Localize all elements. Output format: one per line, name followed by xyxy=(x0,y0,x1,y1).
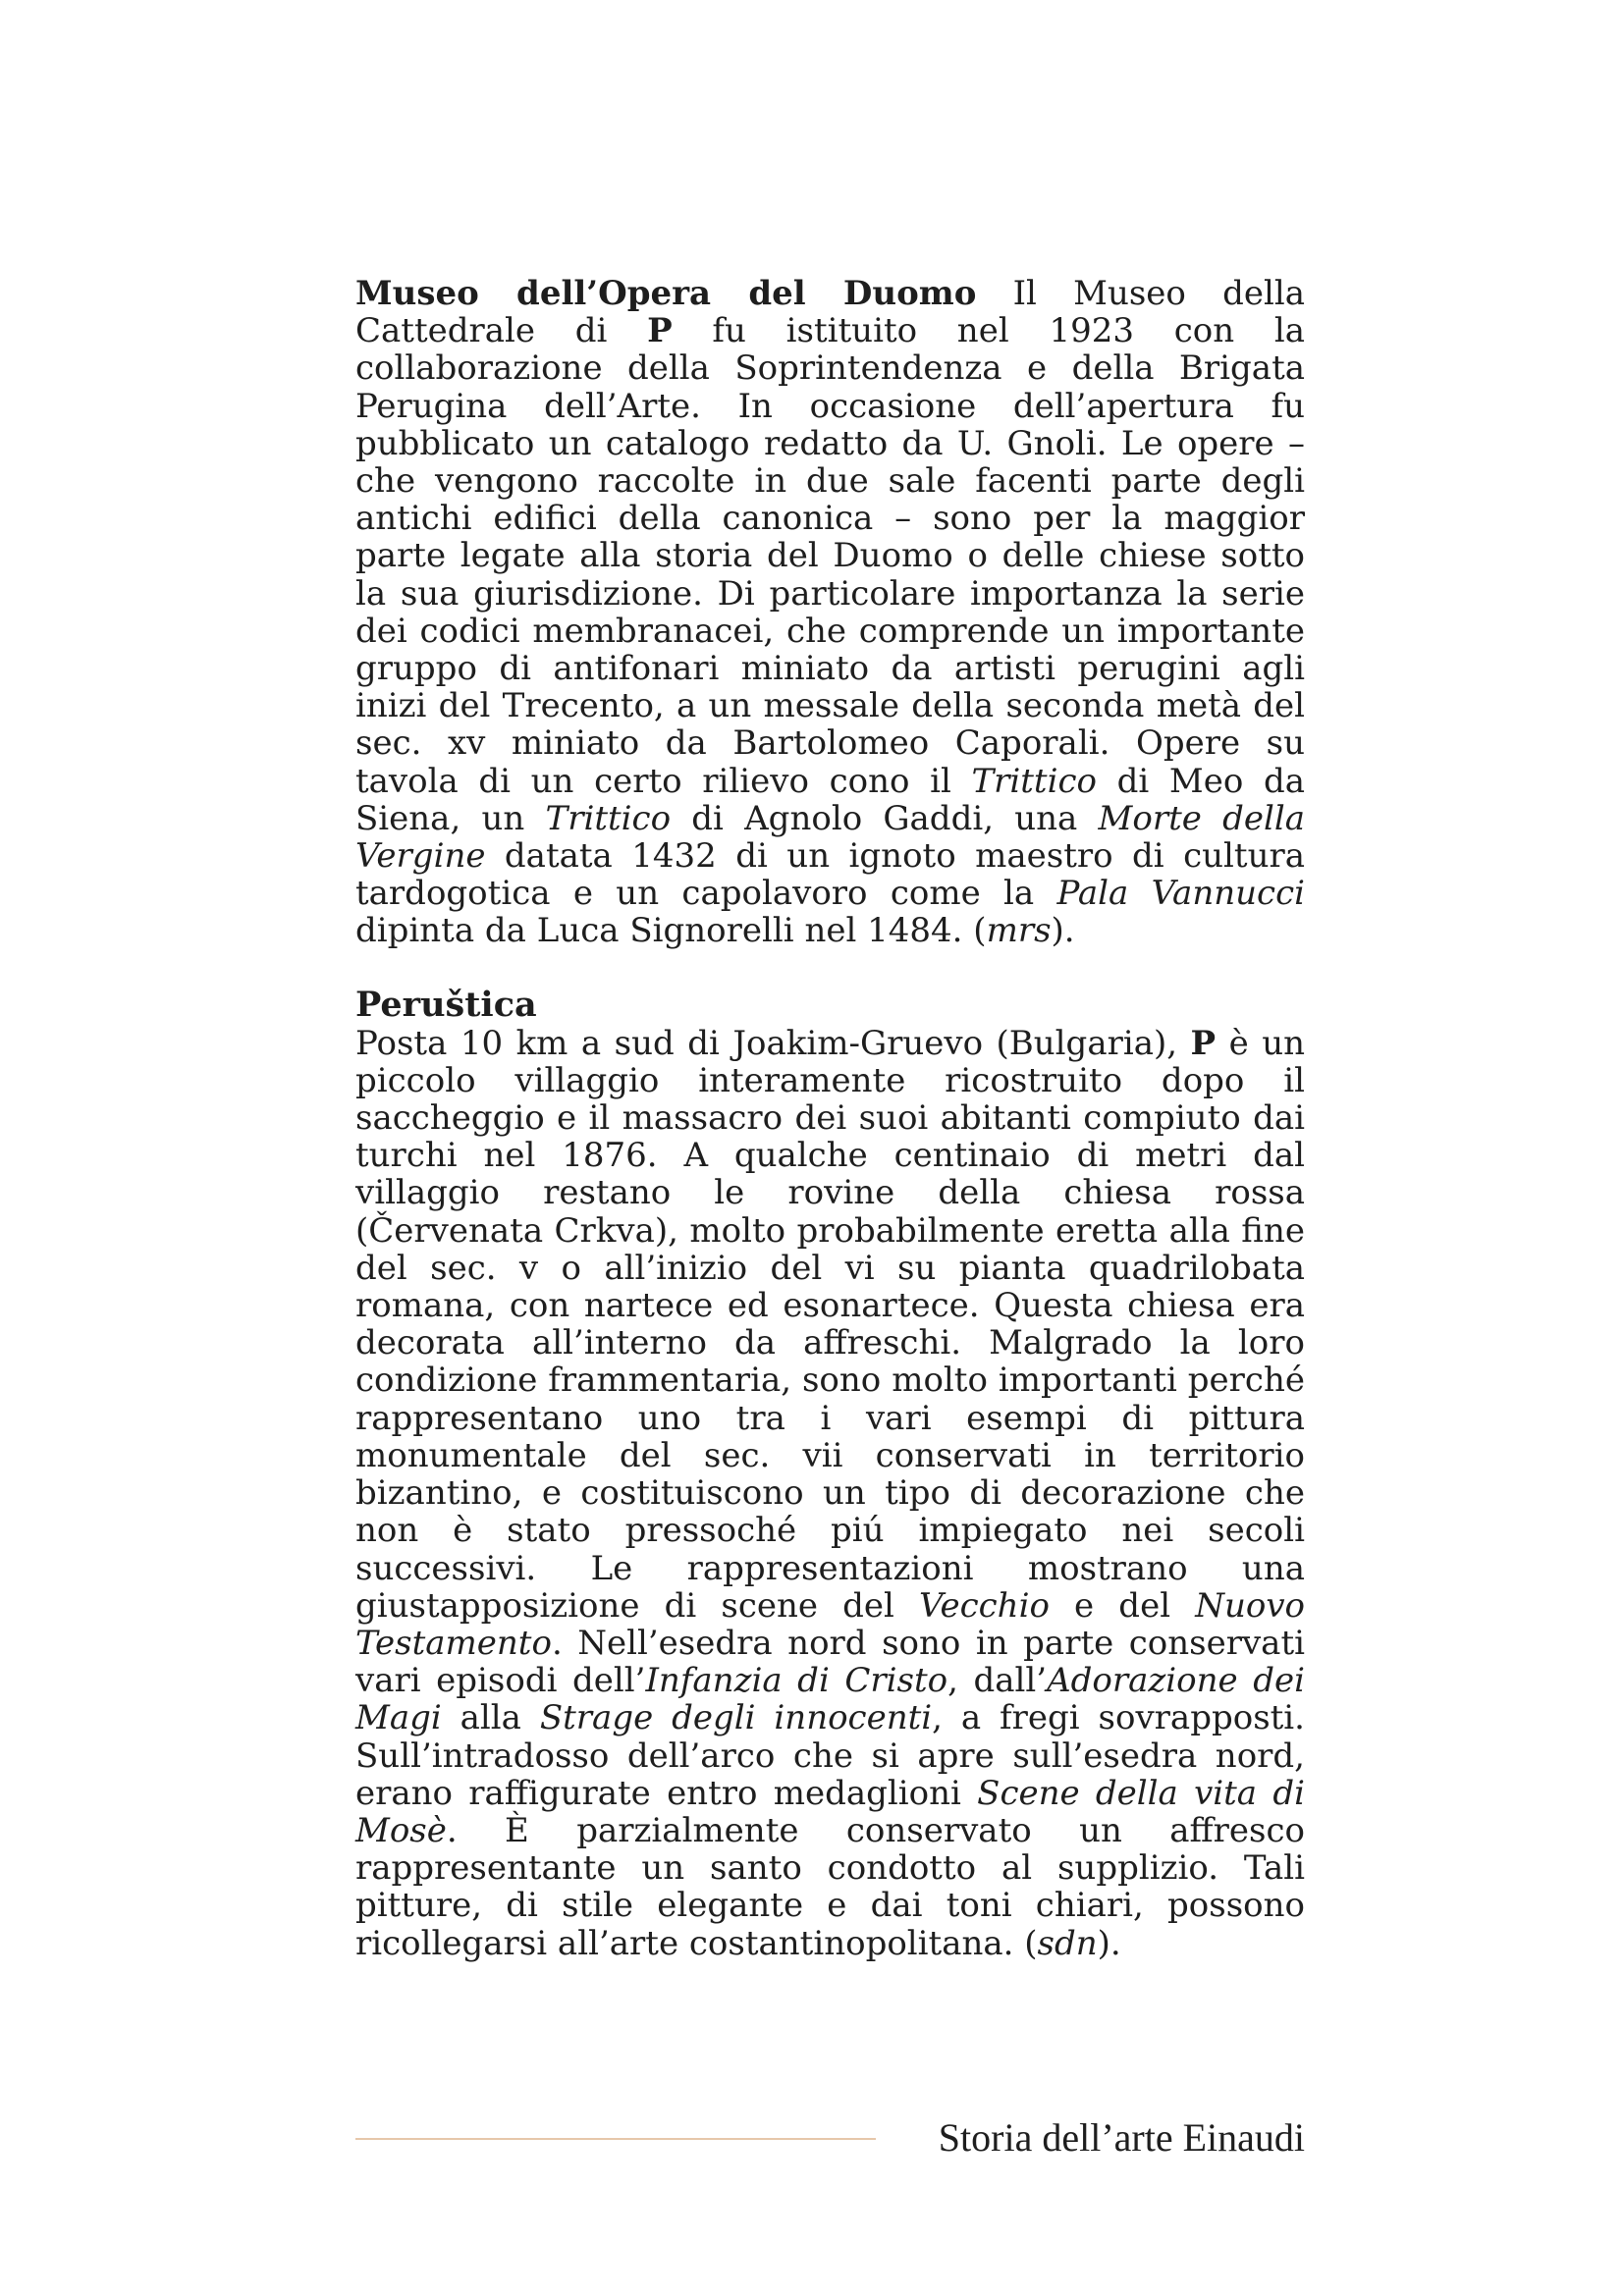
entry-initial: P xyxy=(647,311,673,351)
entry-museo-opera-duomo xyxy=(355,275,1305,950)
text-run: di Agnolo Gaddi, una xyxy=(671,798,1099,838)
italic-title: Strage degli innocenti xyxy=(539,1698,933,1738)
text-run: Il Museo della Cattedrale di xyxy=(355,274,1305,351)
entry-heading-perustica: Peruštica xyxy=(355,984,537,1025)
text-run: . Nell’esedra nord sono in parte conservati vari episodi dell’ xyxy=(355,1623,1305,1701)
italic-title: Vecchio xyxy=(919,1585,1050,1626)
text-run: fu istituito nel 1923 con la collaborazione della Soprintendenza e della Brigata Perugina dell’Arte. In occasione dell’apertura fu pubblicato un catalogo redatto da U. Gnoli. Le opere – che vengono raccolte in due sale facenti parte degli antichi edifici della canonica – sono per la maggior parte legate alla storia del Duomo o delle chiese sotto la sua giurisdizione. Di particolare importanza la serie dei codici membranacei, che comprende un importante gruppo di antifonari miniato da artisti perugini agli inizi del Trecento, a un messale della seconda metà del sec. xv miniato da Bartolomeo Caporali. Opere su tavola di un certo rilievo cono il xyxy=(355,311,1305,801)
text-run: è un piccolo villaggio interamente ricostruito dopo il saccheggio e il massacro dei suoi abitanti compiuto dai turchi nel 1876. A qualche centinaio di metri dal villaggio restano le rovine della chiesa rossa (Červenata Crkva), molto probabilmente eretta alla fine del sec. v o all’inizio del vi su pianta quadrilobata romana, con nartece ed esonartece. Questa chiesa era decorata all’interno da affreschi. Malgrado la loro condizione frammentaria, sono molto importanti perché rappresentano uno tra i vari esempi di pittura monumentale del sec. vii conservati in territorio bizantino, e costituiscono un tipo di decorazione che non è stato pressoché piú impiegato nei secoli successivi. Le rappresentazioni mostrano una giustapposizione di scene del xyxy=(355,1023,1306,1626)
text-run: Posta 10 km a sud di Joakim-Gruevo (Bulgaria), xyxy=(355,1023,1191,1063)
italic-title: Pala Vannucci xyxy=(1056,874,1305,914)
footer-publication-title: Storia dell’arte Einaudi xyxy=(938,2115,1305,2160)
italic-title: Morte della Vergine xyxy=(355,798,1305,877)
text-run: , a fregi sovrapposti. Sull’intradosso dell’arco che si apre sull’esedra nord, erano raffigurate entro medaglioni xyxy=(355,1698,1305,1813)
text-run: di Meo da Siena, un xyxy=(355,761,1305,838)
italic-title: Adorazione dei Magi xyxy=(355,1661,1305,1738)
text-column xyxy=(355,275,1305,1962)
text-run: . È parzialmente conservato un affresco rappresentante un santo condotto al supplizio. Tali pitture, di stile elegante e dai toni chiari, possono ricollegarsi all’arte costantinopolitana. ( xyxy=(355,1810,1305,1963)
italic-title: Trittico xyxy=(545,798,672,838)
text-run: , dall’ xyxy=(947,1661,1048,1701)
italic-title: Trittico xyxy=(971,761,1097,801)
italic-title: Scene della vita di Mosè xyxy=(355,1773,1305,1850)
text-run: e del xyxy=(1049,1585,1196,1626)
italic-title: Nuovo Testamento xyxy=(355,1585,1305,1663)
text-run: dipinta da Luca Signorelli nel 1484. ( xyxy=(355,911,987,951)
footer-rule xyxy=(355,2138,876,2140)
text-run: ). xyxy=(1097,1923,1121,1963)
author-initials: sdn xyxy=(1037,1923,1098,1963)
author-initials: mrs xyxy=(986,911,1052,951)
entry-title: Museo dell’Opera del Duomo xyxy=(355,274,977,313)
italic-title: Infanzia di Cristo xyxy=(645,1661,948,1701)
text-run: datata 1432 di un ignoto maestro di cultura tardogotica e un capolavoro come la xyxy=(355,836,1305,914)
entry-perustica xyxy=(355,1025,1305,1962)
text-run: ). xyxy=(1051,911,1075,951)
text-run: alla xyxy=(441,1698,540,1738)
entry-initial: P xyxy=(1190,1023,1217,1063)
page-footer xyxy=(355,2109,1305,2167)
